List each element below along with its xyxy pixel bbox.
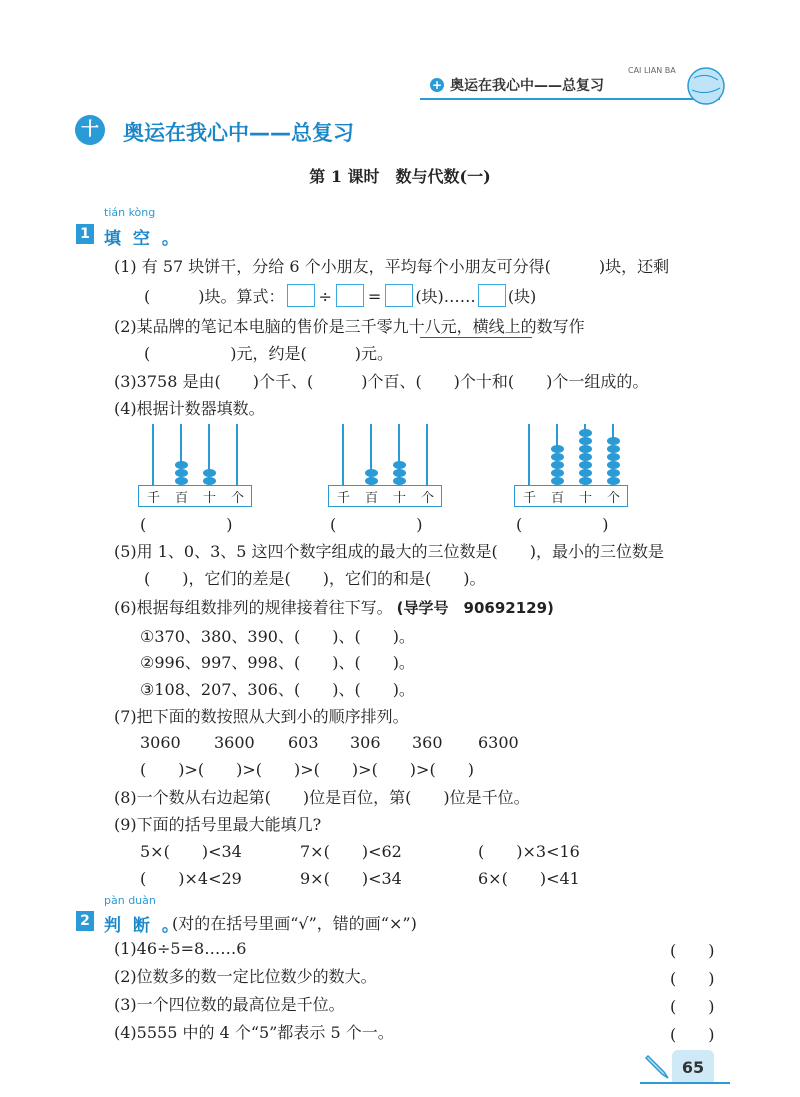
- section2-number-badge: 2: [76, 911, 94, 931]
- judge-answer-blank[interactable]: ( ): [670, 1025, 715, 1044]
- lesson-title: 第 1 课时 数与代数(一): [309, 167, 491, 186]
- abacus-place-label: 千: [337, 491, 351, 506]
- abacus-place-label: 百: [365, 491, 379, 506]
- judge-answer-blank[interactable]: ( ): [670, 997, 715, 1016]
- plus-icon: +: [431, 78, 443, 92]
- judge-answer-blank[interactable]: ( ): [670, 941, 715, 960]
- q6-guide-number: (导学号 90692129): [396, 599, 554, 617]
- abacus-place-label: 百: [551, 491, 565, 506]
- q1-unit2: (块): [507, 287, 537, 306]
- q2-line2: ( )元，约是( )元。: [144, 344, 393, 363]
- judge-item: (1)46÷5=8……6: [114, 939, 247, 958]
- abacus-place-label: 千: [147, 491, 161, 506]
- unit-title: 奥运在我心中——总复习: [123, 121, 354, 145]
- q4-text: (4)根据计数器填数。: [114, 399, 265, 418]
- q8-line: (8)一个数从右边起第( )位是百位，第( )位是千位。: [114, 788, 530, 807]
- abacus-answer-blank[interactable]: ( ): [330, 515, 423, 534]
- section1-pinyin: tián kòng: [104, 206, 156, 219]
- q7-number: 603: [288, 733, 319, 752]
- q6-instruction: (6)根据每组数排列的规律接着往下写。: [114, 598, 393, 617]
- logo-text: CAI LIAN BA: [628, 66, 676, 75]
- abacus-place-label: 个: [607, 491, 621, 506]
- q9-item: 7×( )<62: [300, 842, 402, 861]
- abacus-place-label: 个: [421, 491, 435, 506]
- q7-number: 3060: [140, 733, 181, 752]
- q6-item: ①370、380、390、( )、( )。: [140, 627, 415, 646]
- section1-title: 填 空 。: [104, 229, 182, 249]
- q2-line1: (2)某品牌的笔记本电脑的售价是三千零九十八元，横线上的数写作: [114, 317, 585, 336]
- section1-number-badge: 1: [76, 224, 94, 244]
- q5-line1: (5)用 1、0、3、5 这四个数字组成的最大的三位数是( )，最小的三位数是: [114, 542, 665, 561]
- pencil-icon: [644, 1050, 674, 1080]
- header-chapter-title: 奥运在我心中——总复习: [450, 78, 604, 94]
- q9-item: 6×( )<41: [478, 869, 580, 888]
- q9-item: ( )×4<29: [140, 869, 242, 888]
- judge-item: (3)一个四位数的最高位是千位。: [114, 995, 345, 1014]
- abacus-place-label: 百: [175, 491, 189, 506]
- section2-note: (对的在括号里画“√”，错的画“×”): [172, 914, 417, 933]
- q6-item: ②996、997、998、( )、( )。: [140, 653, 415, 672]
- section2-pinyin: pàn duàn: [104, 894, 156, 907]
- abacus-answer-blank[interactable]: ( ): [516, 515, 609, 534]
- abacus-place-label: 千: [523, 491, 537, 506]
- q1-line2-prefix: ( )块。算式：: [144, 287, 285, 306]
- abacus-place-label: 个: [231, 491, 245, 506]
- divide-sign: ÷: [318, 287, 332, 306]
- abacus-answer-blank[interactable]: ( ): [140, 515, 233, 534]
- q7-number: 6300: [478, 733, 519, 752]
- judge-item: (4)5555 中的 4 个“5”都表示 5 个一。: [114, 1023, 394, 1042]
- q1-line1: (1) 有 57 块饼干，分给 6 个小朋友，平均每个小朋友可分得( )块，还剩: [114, 257, 670, 276]
- equals-sign: =: [367, 287, 382, 306]
- q7-answer: ( )>( )>( )>( )>( )>( ): [140, 760, 474, 779]
- section2-title: 判 断 。: [104, 916, 182, 936]
- section2-body: [114, 0, 734, 1097]
- unit-number-icon: 十: [75, 115, 105, 145]
- abacus-place-label: 十: [393, 491, 407, 506]
- q7-number: 306: [350, 733, 381, 752]
- q9-item: 5×( )<34: [140, 842, 242, 861]
- q6-item: ③108、207、306、( )、( )。: [140, 680, 415, 699]
- q5-line2: ( )，它们的差是( )，它们的和是( )。: [144, 569, 486, 588]
- q7-text: (7)把下面的数按照从大到小的顺序排列。: [114, 707, 409, 726]
- page-number-tab: [672, 1050, 714, 1084]
- q9-item: 9×( )<34: [300, 869, 402, 888]
- q9-text: (9)下面的括号里最大能填几?: [114, 815, 322, 834]
- page-number: 65: [681, 1058, 705, 1077]
- abacus-place-label: 十: [579, 491, 593, 506]
- q3-line: (3)3758 是由( )个千、( )个百、( )个十和( )个一组成的。: [114, 372, 649, 391]
- q9-item: ( )×3<16: [478, 842, 580, 861]
- footer-rule: [640, 1082, 730, 1084]
- judge-item: (2)位数多的数一定比位数少的数大。: [114, 967, 377, 986]
- q1-unit1: (块)……: [415, 287, 476, 306]
- q7-number: 360: [412, 733, 443, 752]
- abacus-place-label: 十: [203, 491, 217, 506]
- judge-answer-blank[interactable]: ( ): [670, 969, 715, 988]
- q7-number: 3600: [214, 733, 255, 752]
